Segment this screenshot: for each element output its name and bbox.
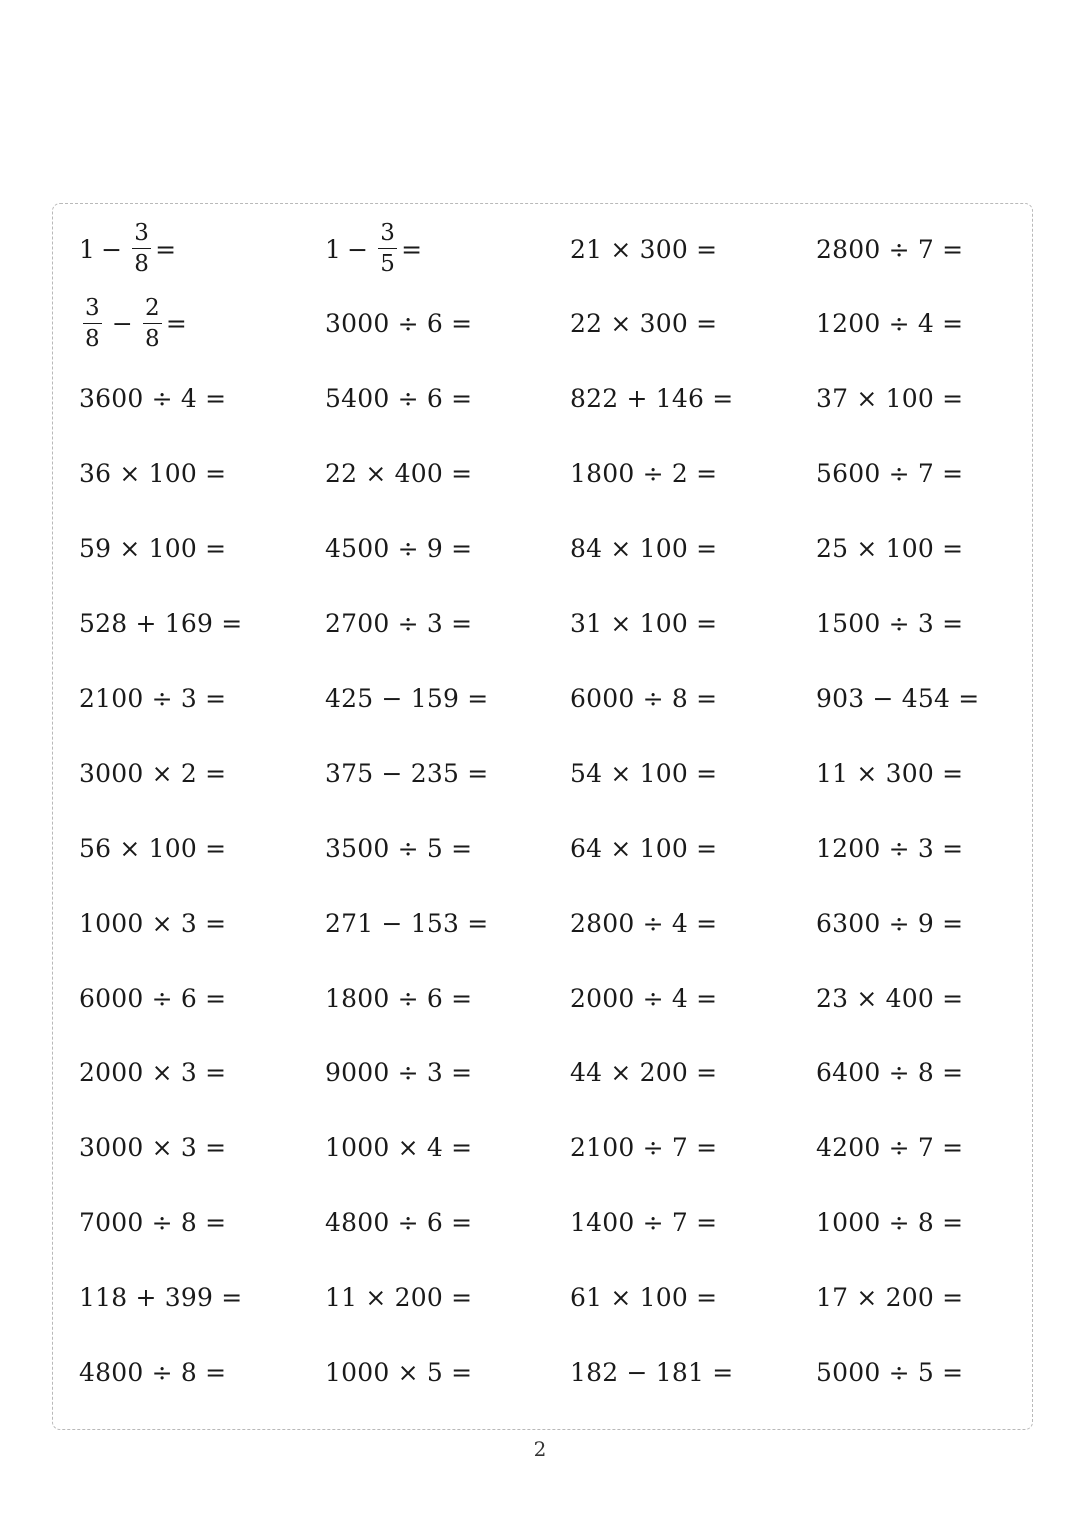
- problem-cell: [325, 743, 488, 803]
- fraction: [143, 294, 162, 352]
- problem-text: 6400 ÷ 8 =: [816, 1058, 964, 1088]
- problem-cell: [325, 1193, 472, 1253]
- problem-cell: [325, 219, 422, 279]
- problem-cell: [325, 893, 488, 953]
- problem-text: 375 − 235 =: [325, 758, 489, 788]
- problem-text: 5600 ÷ 7 =: [816, 459, 964, 489]
- problem-cell: [816, 968, 963, 1028]
- problem-cell: [79, 519, 226, 579]
- problem-text: 3000 ÷ 6 =: [325, 309, 473, 339]
- problem-text: 1800 ÷ 2 =: [570, 459, 718, 489]
- equals-sign: =: [401, 234, 423, 264]
- problem-text: 84 × 100 =: [570, 534, 718, 564]
- problem-cell: [79, 743, 226, 803]
- problem-text: 61 × 100 =: [570, 1283, 718, 1313]
- problem-cell: [79, 1043, 226, 1103]
- problem-cell: [79, 818, 226, 878]
- problem-cell: [570, 743, 717, 803]
- fraction-numerator: 3: [134, 220, 150, 246]
- problem-cell: [325, 294, 472, 354]
- problem-text: 21 × 300 =: [570, 234, 718, 264]
- problem-cell: [325, 818, 472, 878]
- problem-cell: [570, 1118, 717, 1178]
- fraction: [83, 294, 102, 352]
- problem-cell: [79, 1343, 226, 1403]
- problem-text: 4800 ÷ 6 =: [325, 1208, 473, 1238]
- problem-text: 3000 × 2 =: [79, 758, 227, 788]
- problem-cell: [816, 668, 979, 728]
- problem-cell: [325, 444, 472, 504]
- worksheet-frame: [52, 203, 1033, 1430]
- problem-text: 822 + 146 =: [570, 384, 734, 414]
- fraction-numerator: 3: [380, 220, 396, 246]
- problem-text: 1000 × 5 =: [325, 1358, 473, 1387]
- problem-cell: [570, 1268, 717, 1328]
- problem-cell: [816, 519, 963, 579]
- problem-text: 3600 ÷ 4 =: [79, 384, 227, 414]
- problem-text: 23 × 400 =: [816, 983, 964, 1013]
- fraction-denominator: 8: [145, 325, 160, 352]
- problem-text: 25 × 100 =: [816, 534, 964, 564]
- problem-cell: [816, 1343, 963, 1403]
- problem-text: 425 − 159 =: [325, 683, 489, 713]
- problem-cell: [570, 369, 733, 429]
- problem-text: 2000 × 3 =: [79, 1058, 227, 1088]
- problem-text: 903 − 454 =: [816, 683, 980, 713]
- operator: −: [111, 309, 133, 339]
- problem-cell: [570, 444, 717, 504]
- problem-text: 1200 ÷ 4 =: [816, 309, 964, 339]
- problem-text: 3000 × 3 =: [79, 1133, 227, 1163]
- problem-text: 4500 ÷ 9 =: [325, 534, 473, 564]
- problem-cell: [570, 519, 717, 579]
- problem-cell: [570, 968, 717, 1028]
- problem-text: 44 × 200 =: [570, 1058, 718, 1088]
- problem-text: 11 × 300 =: [816, 758, 964, 788]
- whole-number: 1: [325, 234, 342, 264]
- problem-text: 3500 ÷ 5 =: [325, 833, 473, 863]
- page-number: 2: [533, 1437, 547, 1461]
- problem-cell: [570, 668, 717, 728]
- problem-text: 2800 ÷ 7 =: [816, 234, 964, 264]
- fraction-numerator: 2: [145, 294, 160, 321]
- problem-cell: [816, 294, 963, 354]
- problem-text: 31 × 100 =: [570, 609, 718, 638]
- problem-text: 64 × 100 =: [570, 833, 718, 863]
- problem-text: 4800 ÷ 8 =: [79, 1358, 227, 1387]
- problem-cell: [325, 1343, 472, 1403]
- problem-text: 7000 ÷ 8 =: [79, 1208, 227, 1238]
- problem-cell: [816, 1043, 963, 1103]
- problem-text: 22 × 300 =: [570, 309, 718, 339]
- problem-cell: [570, 1193, 717, 1253]
- fraction-denominator: 5: [380, 251, 396, 277]
- problem-text: 6000 ÷ 6 =: [79, 983, 227, 1013]
- problem-cell: [79, 968, 226, 1028]
- fraction: [132, 222, 151, 276]
- problem-cell: [816, 219, 963, 279]
- fraction-denominator: 8: [85, 325, 100, 352]
- problem-cell: [570, 1343, 733, 1403]
- problem-cell: [816, 594, 963, 654]
- problem-text: 4200 ÷ 7 =: [816, 1133, 964, 1163]
- problem-cell: [325, 668, 488, 728]
- problem-text: 5400 ÷ 6 =: [325, 384, 473, 414]
- problem-cell: [570, 818, 717, 878]
- problem-text: 6300 ÷ 9 =: [816, 908, 964, 938]
- problem-text: 1800 ÷ 6 =: [325, 983, 473, 1013]
- problem-text: 17 × 200 =: [816, 1283, 964, 1313]
- problem-text: 5000 ÷ 5 =: [816, 1358, 964, 1387]
- problem-cell: [570, 219, 717, 279]
- problem-cell: [79, 1193, 226, 1253]
- problem-text: 1000 × 4 =: [325, 1133, 473, 1163]
- problem-cell: [79, 668, 226, 728]
- problem-text: 22 × 400 =: [325, 459, 473, 489]
- problem-text: 1000 ÷ 8 =: [816, 1208, 964, 1238]
- problem-text: 59 × 100 =: [79, 534, 227, 564]
- problem-cell: [325, 1118, 472, 1178]
- operator: −: [347, 234, 369, 264]
- problem-cell: [570, 594, 717, 654]
- problem-text: 6000 ÷ 8 =: [570, 683, 718, 713]
- problem-cell: [325, 968, 472, 1028]
- problem-text: 2000 ÷ 4 =: [570, 983, 718, 1013]
- whole-number: 1: [79, 234, 96, 264]
- problem-cell: [816, 369, 963, 429]
- problem-cell: [79, 893, 226, 953]
- problem-text: 118 + 399 =: [79, 1283, 243, 1313]
- problem-text: 1000 × 3 =: [79, 908, 227, 938]
- problem-text: 2100 ÷ 3 =: [79, 683, 227, 713]
- fraction-denominator: 8: [134, 251, 150, 277]
- problem-cell: [570, 294, 717, 354]
- problem-text: 37 × 100 =: [816, 384, 964, 414]
- problem-text: 9000 ÷ 3 =: [325, 1058, 473, 1088]
- problem-cell: [816, 444, 963, 504]
- problem-text: 1400 ÷ 7 =: [570, 1208, 718, 1238]
- problem-cell: [79, 1268, 242, 1328]
- problem-cell: [816, 818, 963, 878]
- problem-text: 1500 ÷ 3 =: [816, 609, 964, 638]
- problem-cell: [570, 893, 717, 953]
- equals-sign: =: [165, 309, 187, 339]
- problem-cell: [325, 369, 472, 429]
- problem-text: 1200 ÷ 3 =: [816, 833, 964, 863]
- problem-text: 11 × 200 =: [325, 1283, 473, 1313]
- problem-cell: [816, 1268, 963, 1328]
- problem-text: 528 + 169 =: [79, 609, 243, 638]
- problem-cell: [570, 1043, 717, 1103]
- problem-text: 2800 ÷ 4 =: [570, 908, 718, 938]
- problem-text: 2700 ÷ 3 =: [325, 609, 473, 638]
- problem-cell: [325, 519, 472, 579]
- problem-text: 36 × 100 =: [79, 459, 227, 489]
- problem-cell: [79, 594, 242, 654]
- problem-text: 271 − 153 =: [325, 908, 489, 938]
- problem-cell: [325, 1043, 472, 1103]
- problem-text: 182 − 181 =: [570, 1358, 734, 1387]
- fraction: [378, 222, 397, 276]
- equals-sign: =: [155, 234, 177, 264]
- problem-cell: [816, 893, 963, 953]
- problem-cell: [816, 1193, 963, 1253]
- operator: −: [101, 234, 123, 264]
- fraction-numerator: 3: [85, 294, 100, 321]
- problem-cell: [79, 1118, 226, 1178]
- problem-grid: [53, 204, 1032, 1429]
- problem-cell: [325, 594, 472, 654]
- problem-cell: [79, 444, 226, 504]
- problem-cell: [79, 369, 226, 429]
- problem-text: 2100 ÷ 7 =: [570, 1133, 718, 1163]
- problem-cell: [325, 1268, 472, 1328]
- problem-text: 56 × 100 =: [79, 833, 227, 863]
- problem-text: 54 × 100 =: [570, 758, 718, 788]
- problem-cell: [79, 219, 176, 279]
- problem-cell: [79, 294, 187, 354]
- problem-cell: [816, 743, 963, 803]
- problem-cell: [816, 1118, 963, 1178]
